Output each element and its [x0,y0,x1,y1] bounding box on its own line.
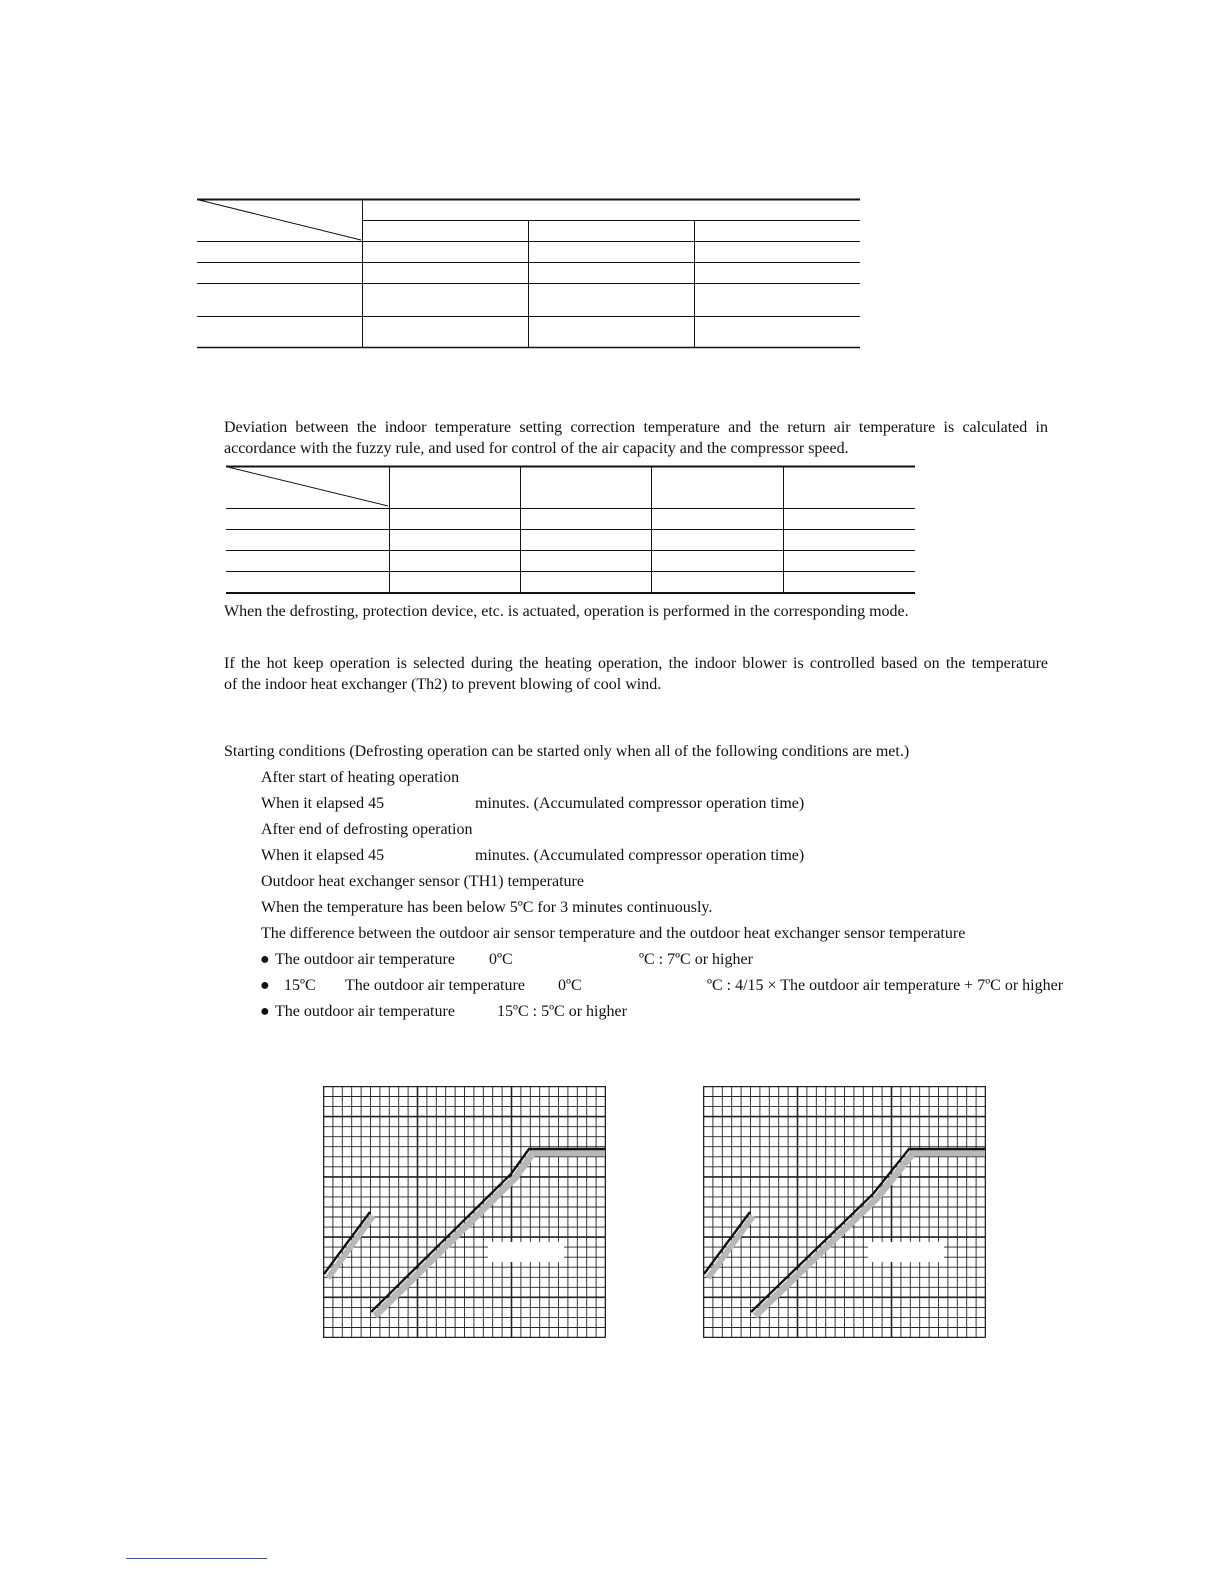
fuzzy-line-2: accordance with the fuzzy rule, and used for control of the air capacity and the compressor speed. [224,440,849,457]
difference-heading: The difference between the outdoor air sensor temperature and the outdoor heat exchanger sensor temperature [261,925,966,942]
table-1 [190,190,870,355]
hotkeep-line-2: of the indoor heat exchanger (Th2) to prevent blowing of cool wind. [224,676,662,693]
bullet-2-text-a: 15ºC [284,977,316,994]
after-end-heading: After end of defrosting operation [261,821,473,838]
after-start-heading: After start of heating operation [261,769,460,786]
graph-grid [703,1086,986,1338]
bullet-1-symbol: ● [260,951,270,968]
elapsed-2-suffix: minutes. (Accumulated compressor operation time) [475,847,805,864]
bullet-1-text-c: ºC : 7ºC or higher [639,951,753,968]
table-2 [220,458,920,600]
fuzzy-line-1: Deviation between the indoor temperature setting correction temperature and the return air temperature is calculated in [224,419,1048,436]
bullet-3-text-b: 15ºC : 5ºC or higher [497,1003,627,1020]
label-box [868,1242,944,1262]
th1-heading: Outdoor heat exchanger sensor (TH1) temperature [261,873,584,890]
boundary-line [324,1212,370,1274]
bullet-1-text-a: The outdoor air temperature [275,951,455,968]
bullet-2-symbol: ● [260,977,270,994]
footnote-separator [126,1558,267,1559]
defrost-mode-note: When the defrosting, protection device, etc. is actuated, operation is performed in the corresponding mode. [224,603,909,620]
elapsed-1-suffix: minutes. (Accumulated compressor operation time) [475,795,805,812]
table-1-diagonal [199,200,361,240]
defrost-intro: Starting conditions (Defrosting operation can be started only when all of the following conditions are met.) [224,743,910,760]
elapsed-2-prefix: When it elapsed 45 [261,847,385,864]
boundary-line [704,1212,750,1274]
table-2-diagonal [228,467,388,506]
defrost-graph-right [703,1086,986,1338]
bullet-1-text-b: 0ºC [489,951,513,968]
label-box [488,1242,564,1262]
th1-condition: When the temperature has been below 5ºC for 3 minutes continuously. [261,899,713,916]
defrost-graph-left [323,1086,606,1338]
hotkeep-line-1: If the hot keep operation is selected during the heating operation, the indoor blower is controlled based on the temperature [224,655,1048,672]
fuzzy-paragraph [224,417,1048,459]
hotkeep-paragraph [224,653,1048,695]
graph-grid [323,1086,606,1338]
bullet-2-text-d: ºC : 4/15 × The outdoor air temperature + 7ºC or higher [707,977,1064,994]
bullet-2-text-c: 0ºC [558,977,582,994]
bullet-3-symbol: ● [260,1003,270,1020]
elapsed-1-prefix: When it elapsed 45 [261,795,385,812]
bullet-2-text-b: The outdoor air temperature [345,977,525,994]
bullet-3-text-a: The outdoor air temperature [275,1003,455,1020]
